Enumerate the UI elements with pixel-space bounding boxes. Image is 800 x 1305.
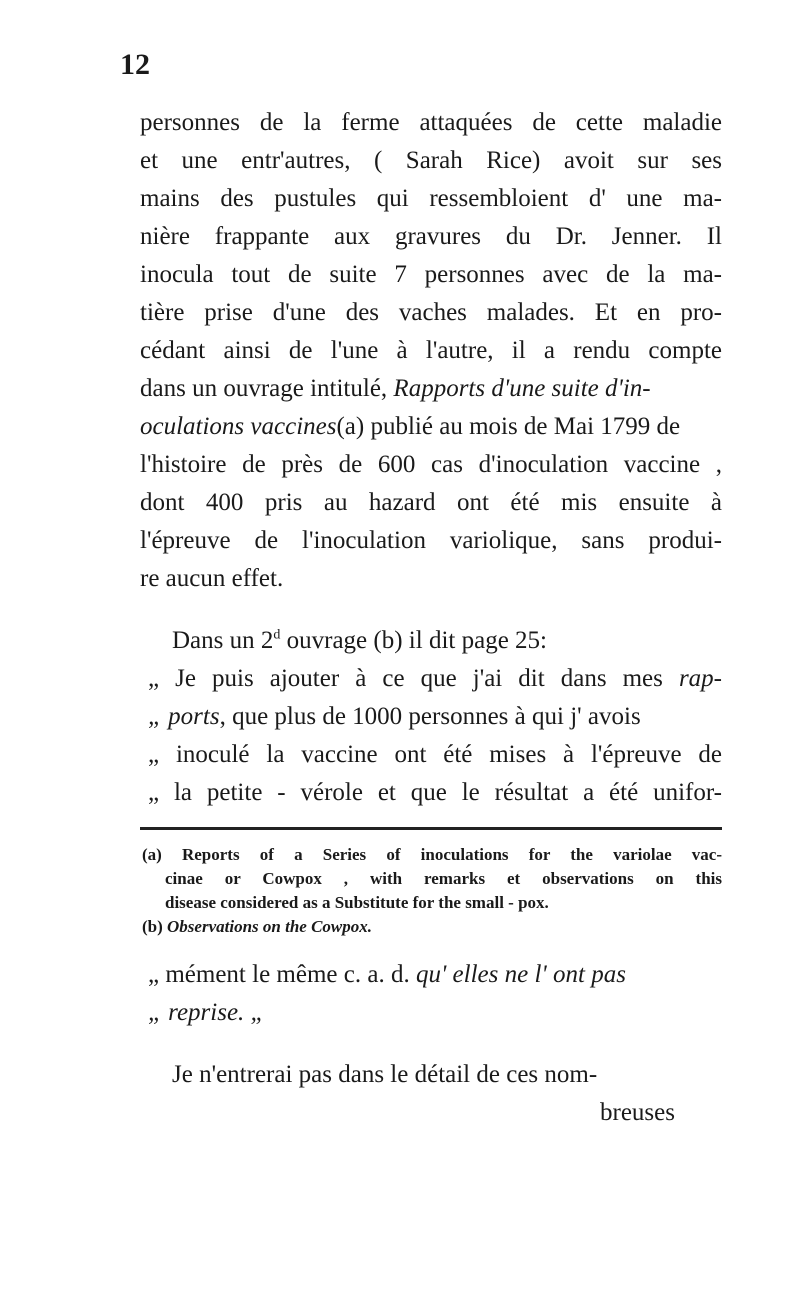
quote-line bbox=[148, 702, 722, 732]
text-segment: Dans un 2 bbox=[172, 627, 274, 654]
text-line: et une entr'autres, ( Sarah Rice) avoit sur ses bbox=[140, 147, 722, 174]
quote-line: „ la petite - vérole et que le résultat a été unifor- bbox=[148, 779, 722, 806]
footnote-line: disease considered as a Substitute for the small - pox. bbox=[165, 893, 549, 912]
italic-title: Rapports d'une suite d'in- bbox=[393, 375, 651, 402]
text-segment: „ Je puis ajouter à ce que j'ai dit dans mes bbox=[148, 665, 679, 692]
catchword: breuses bbox=[600, 1099, 675, 1126]
text-line: l'histoire de près de 600 cas d'inoculation vaccine , bbox=[140, 451, 722, 478]
text-line: dont 400 pris au hazard ont été mis ensuite à bbox=[140, 489, 722, 516]
text-segment: dans un ouvrage intitulé, bbox=[140, 375, 394, 402]
italic-text: „ reprise. „ bbox=[148, 999, 265, 1026]
page-number: 12 bbox=[120, 48, 150, 81]
text-line: inocula tout de suite 7 personnes avec de la ma- bbox=[140, 261, 722, 288]
italic-text: rap- bbox=[678, 665, 722, 692]
superscript: d bbox=[273, 627, 281, 643]
footnote-line bbox=[142, 916, 722, 938]
text-line: re aucun effet. bbox=[140, 565, 284, 592]
rule-divider bbox=[140, 827, 722, 830]
italic-title: oculations vaccines bbox=[140, 413, 337, 440]
text-segment: (a) publié au mois de Mai 1799 de bbox=[336, 413, 681, 440]
text-segment: (b) bbox=[142, 917, 168, 936]
text-line: l'épreuve de l'inoculation variolique, sans produi- bbox=[140, 527, 722, 554]
italic-title: Observations on the Cowpox. bbox=[167, 917, 373, 936]
quote-line bbox=[148, 998, 722, 1028]
italic-text: „ ports bbox=[148, 703, 220, 730]
quote-line: „ inoculé la vaccine ont été mises à l'épreuve de bbox=[148, 741, 722, 768]
text-segment: , que plus de 1000 personnes à qui j' avois bbox=[219, 703, 641, 730]
footnote-line: cinae or Cowpox , with remarks et observations on this bbox=[165, 869, 722, 888]
text-line: tière prise d'une des vaches malades. Et en pro- bbox=[140, 299, 722, 326]
text-line: Je n'entrerai pas dans le détail de ces nom- bbox=[172, 1061, 598, 1088]
text-line bbox=[140, 412, 722, 442]
text-line: cédant ainsi de l'une à l'autre, il a rendu compte bbox=[140, 337, 722, 364]
footnote-line: (a) Reports of a Series of inoculations for the variolae vac- bbox=[142, 845, 722, 864]
text-line: mains des pustules qui ressembloient d' une ma- bbox=[140, 185, 722, 212]
text-segment: ouvrage (b) il dit page 25: bbox=[280, 627, 547, 654]
text-segment: „ mément le même c. a. d. bbox=[148, 961, 416, 988]
text-line: personnes de la ferme attaquées de cette maladie bbox=[140, 109, 722, 136]
text-line bbox=[172, 626, 722, 656]
italic-text: qu' elles ne l' ont pas bbox=[415, 961, 626, 988]
quote-line bbox=[148, 664, 722, 694]
quote-line bbox=[148, 960, 722, 990]
text-line bbox=[140, 374, 722, 404]
text-line: nière frappante aux gravures du Dr. Jenner. Il bbox=[140, 223, 722, 250]
